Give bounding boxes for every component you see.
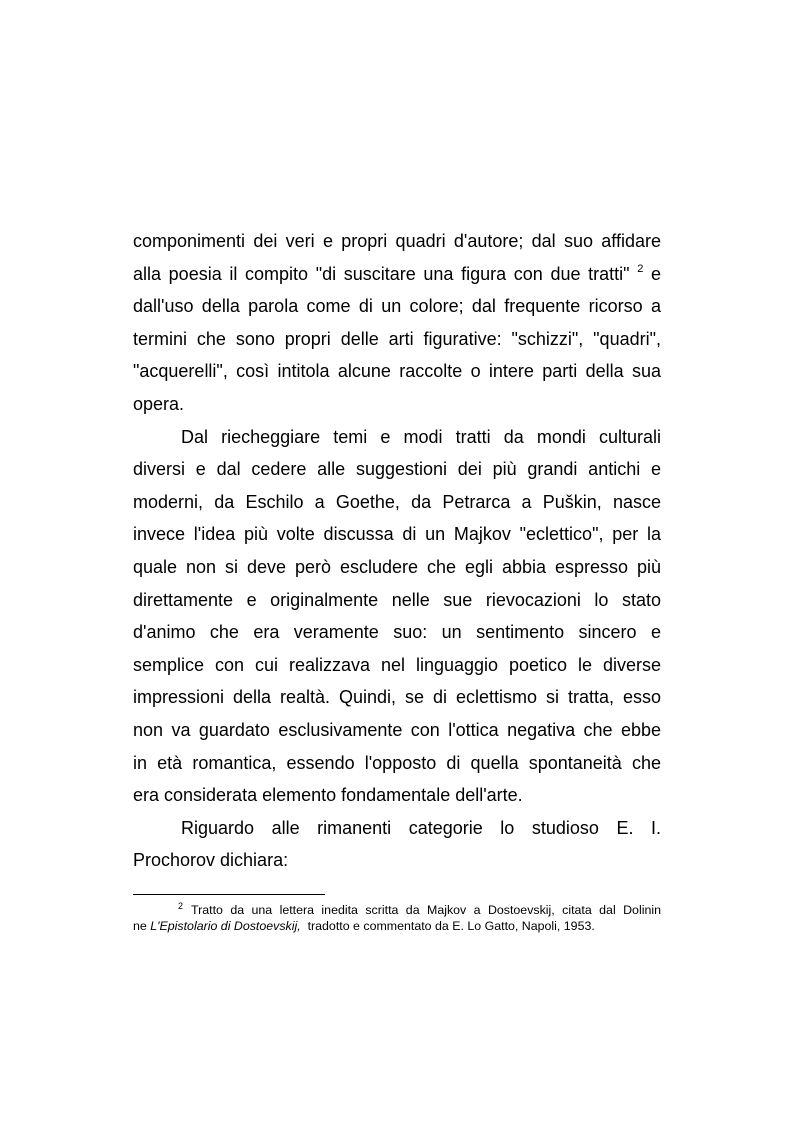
footnote-text: ne [133,919,147,933]
text-line: era considerata elemento fondamentale dell'arte. [133,785,523,806]
text-line: Riguardo alle rimanenti categorie lo studioso E. I. [181,817,661,838]
text-line: opera. [133,393,185,414]
text-line: d'animo che era veramente suo: un sentimento sincero e [133,622,661,643]
footnote [133,902,661,934]
text-line: direttamente e originalmente nelle sue rievocazioni lo stato [133,589,661,610]
footnote-text: Tratto da una lettera inedita scritta da Majkov a Dostoevskij, citata dal Dolinin [191,903,661,917]
text-segment: alla poesia il compito "di suscitare una figura con due tratti" [133,263,630,284]
text-line: "acquerelli", così intitola alcune raccolte o intere parti della sua [133,361,661,382]
text-line: diversi e dal cedere alle suggestioni dei più grandi antichi e [133,459,661,480]
text-line: dall'uso della parola come di un colore; dal frequente ricorso a [133,296,661,317]
text-line: semplice con cui realizzava nel linguaggio poetico le diverse [133,654,661,675]
footnote-line [133,918,661,934]
text-line: componimenti dei veri e propri quadri d'autore; dal suo affidare [133,231,661,251]
main-text [133,225,661,877]
text-line: in età romantica, essendo l'opposto di quella spontaneità che [133,752,661,773]
footnote-text: tradotto e commentato da E. Lo Gatto, Napoli, 1953. [307,919,595,933]
footnote-number: 2 [178,901,184,911]
text-line: Dal riecheggiare temi e modi tratti da mondi culturali [181,426,661,447]
text-line [133,258,661,291]
text-line: quale non si deve però escludere che egli abbia espresso più [133,556,661,577]
text-line: invece l'idea più volte discussa di un Majkov "eclettico", per la [133,524,661,545]
text-line: moderni, da Eschilo a Goethe, da Petrarca a Puškin, nasce [133,491,661,512]
footnote-book-title: L'Epistolario di Dostoevskij, [150,919,301,933]
text-segment: e [650,263,661,284]
text-line: termini che sono propri delle arti figurative: "schizzi", "quadri", [133,328,661,349]
footnote-reference[interactable]: 2 [637,262,644,275]
text-line: non va guardato esclusivamente con l'ottica negativa che ebbe [133,719,661,740]
footnote-separator [133,894,325,895]
text-line: impressioni della realtà. Quindi, se di eclettismo si tratta, esso [133,687,661,708]
text-line: Prochorov dichiara: [133,850,289,871]
footnote-line [133,902,661,918]
